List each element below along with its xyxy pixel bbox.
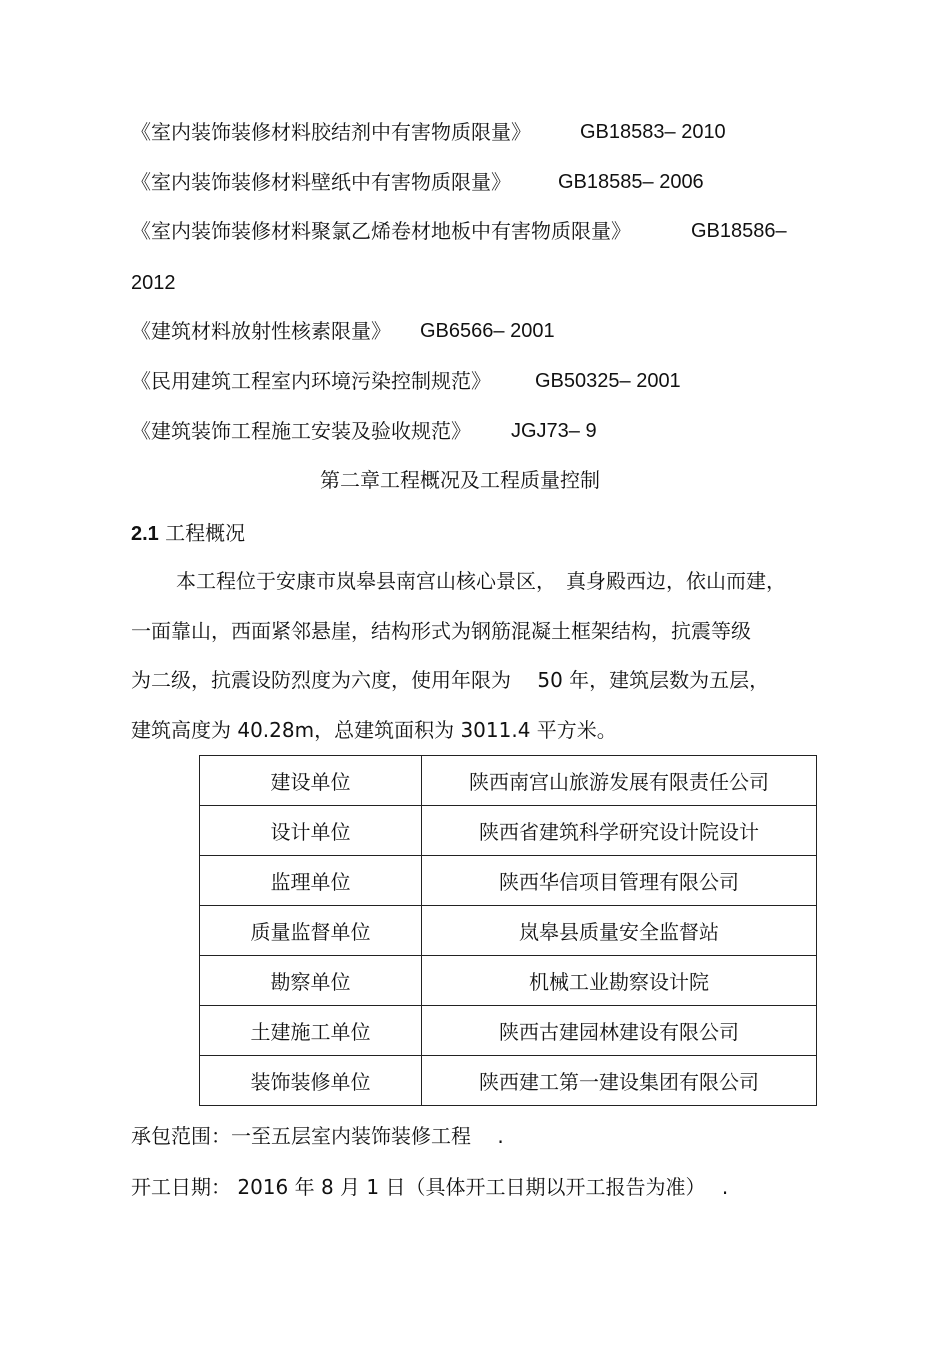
standard-title: 《室内装饰装修材料聚氯乙烯卷材地板中有害物质限量》 bbox=[131, 219, 631, 243]
unit-value: 陕西省建筑科学研究设计院设计 bbox=[422, 806, 817, 856]
section-heading bbox=[131, 519, 245, 548]
unit-value: 陕西建工第一建设集团有限公司 bbox=[422, 1056, 817, 1106]
start-date: 开工日期： 2016 年 8 月 1 日（具体开工日期以开工报告为准） . bbox=[131, 1175, 729, 1199]
overview-line: 为二级，抗震设防烈度为六度，使用年限为 50 年，建筑层数为五层， bbox=[131, 668, 770, 692]
standard-title: 《民用建筑工程室内环境污染控制规范》 bbox=[131, 369, 491, 393]
standard-title: 《室内装饰装修材料壁纸中有害物质限量》 bbox=[131, 170, 511, 194]
overview-line: 本工程位于安康市岚皋县南宫山核心景区， 真身殿西边，依山而建， bbox=[176, 569, 786, 593]
table-row bbox=[200, 806, 817, 856]
standard-code: GB18583– 2010 bbox=[580, 121, 726, 143]
unit-label: 装饰装修单位 bbox=[200, 1056, 422, 1106]
section-title: 工程概况 bbox=[165, 521, 246, 545]
table-row bbox=[200, 1006, 817, 1056]
standard-title: 《建筑材料放射性核素限量》 bbox=[131, 319, 391, 343]
unit-value: 陕西南宫山旅游发展有限责任公司 bbox=[422, 756, 817, 806]
unit-value: 岚皋县质量安全监督站 bbox=[422, 906, 817, 956]
table-row bbox=[200, 856, 817, 906]
unit-label: 建设单位 bbox=[200, 756, 422, 806]
unit-label: 设计单位 bbox=[200, 806, 422, 856]
standard-title: 《室内装饰装修材料胶结剂中有害物质限量》 bbox=[131, 120, 531, 144]
unit-label: 质量监督单位 bbox=[200, 906, 422, 956]
standard-code-continued: 2012 bbox=[131, 272, 176, 294]
unit-value: 陕西华信项目管理有限公司 bbox=[422, 856, 817, 906]
table-row bbox=[200, 956, 817, 1006]
unit-value: 陕西古建园林建设有限公司 bbox=[422, 1006, 817, 1056]
chapter-title: 第二章工程概况及工程质量控制 bbox=[320, 468, 600, 492]
overview-line: 一面靠山，西面紧邻悬崖，结构形式为钢筋混凝土框架结构，抗震等级 bbox=[131, 619, 751, 643]
standard-code: GB6566– 2001 bbox=[420, 320, 555, 342]
standard-code: GB18586– bbox=[691, 220, 787, 242]
standard-code: GB50325– 2001 bbox=[535, 370, 681, 392]
unit-label: 土建施工单位 bbox=[200, 1006, 422, 1056]
section-number: 2.1 bbox=[131, 523, 159, 545]
project-units-table bbox=[199, 755, 817, 1106]
table-row bbox=[200, 756, 817, 806]
standard-code: JGJ73– 9 bbox=[511, 420, 597, 442]
unit-label: 勘察单位 bbox=[200, 956, 422, 1006]
overview-line: 建筑高度为 40.28m，总建筑面积为 3011.4 平方米。 bbox=[131, 718, 617, 742]
table-row bbox=[200, 1056, 817, 1106]
unit-value: 机械工业勘察设计院 bbox=[422, 956, 817, 1006]
table-row bbox=[200, 906, 817, 956]
standard-title: 《建筑装饰工程施工安装及验收规范》 bbox=[131, 419, 471, 443]
standard-code: GB18585– 2006 bbox=[558, 171, 704, 193]
contract-scope: 承包范围：一至五层室内装饰装修工程 . bbox=[131, 1124, 504, 1148]
unit-label: 监理单位 bbox=[200, 856, 422, 906]
